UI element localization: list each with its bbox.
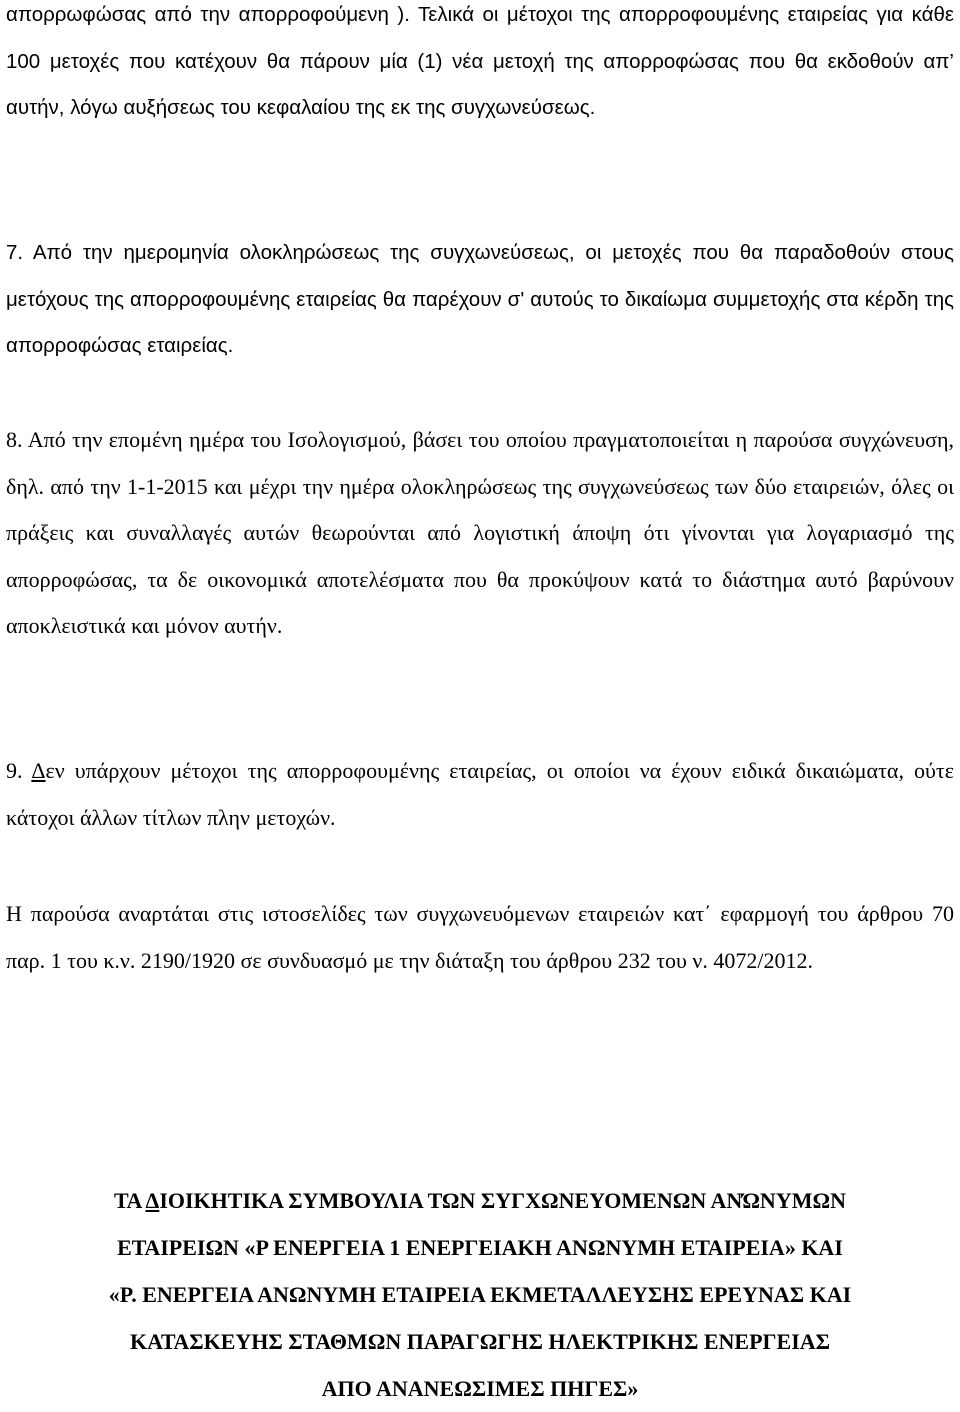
paragraph-9-text: εν υπάρχουν μέτοχοι της απορροφουμένης εταιρείας, οι οποίοι να έχουν ειδικά δικαιώματα, ούτε κάτοχοι άλλων τίτλων πλην μετοχών. [6,758,954,830]
publication-notice: Η παρούσα αναρτάται στις ιστοσελίδες των συγχωνευόμενων εταιρειών κατ΄ εφαρμογή του άρθρου 70 παρ. 1 του κ.ν. 2190/1920 σε συνδυασμό με την διάταξη του άρθρου 232 του ν. 4072/2012. [6,901,954,973]
paragraph-6-continuation: απορρωφώσας από την απορροφούμενη ). Τελικά οι μέτοχοι της απορροφουμένης εταιρείας για κάθε 100 μετοχές που κατέχουν θα πάρουν μία (1) νέα μετοχή της απορροφώσας που θα εκδοθούν απ’ αυτήν, λόγω αυξήσεως του κεφαλαίου της εκ της συγχωνεύσεως. [6,3,954,119]
signature-line-3: «Ρ. ΕΝΕΡΓΕΙΑ ΑΝΩΝΥΜΗ ΕΤΑΙΡΕΙΑ ΕΚΜΕΤΑΛΛΕΥΣΗΣ ΕΡΕΥΝΑΣ ΚΑΙ [108,1282,852,1307]
signature-line-2: ΕΤΑΙΡΕΙΩΝ «Ρ ΕΝΕΡΓΕΙΑ 1 ΕΝΕΡΓΕΙΑΚΗ ΑΝΩΝΥΜΗ ΕΤΑΙΡΕΙΑ» ΚΑΙ [117,1235,843,1260]
signature-underlined-initial: Δ [145,1188,160,1213]
signature-block [6,1177,954,1412]
paragraph-9 [6,748,954,841]
paragraph-7: 7. Από την ημερομηνία ολοκληρώσεως της συγχωνεύσεως, οι μετοχές που θα παραδοθούν στους μετόχους της απορροφουμένης εταιρείας θα παρέχουν σ' αυτούς το δικαίωμα συμμετοχής στα κέρδη της απορροφώσας εταιρείας. [6,241,954,357]
signature-line-1: ΤΑ ΔΙΟΙΚΗΤΙΚΑ ΣΥΜΒΟΥΛΙΑ ΤΩΝ ΣΥΓΧΩΝΕΥΟΜΕΝΩΝ ΑΝΏΝΥΜΩΝ [114,1188,846,1213]
paragraph-8: 8. Από την επομένη ημέρα του Ισολογισμού, βάσει του οποίου πραγματοποιείται η παρούσα συγχώνευση, δηλ. από την 1-1-2015 και μέχρι την ημέρα ολοκληρώσεως της συγχωνεύσεως των δύο εταιρειών, όλες οι πράξεις και συναλλαγές αυτών θεωρούνται από λογιστική άποψη ότι γίνονται για λογαριασμό της απορροφώσας, τα δε οικονομικά αποτελέσματα που θα προκύψουν κατά το διάστημα αυτό βαρύνουν αποκλειστικά και μόνον αυτήν. [6,427,954,638]
signature-line-4: ΚΑΤΑΣΚΕΥΗΣ ΣΤΑΘΜΩΝ ΠΑΡΑΓΩΓΗΣ ΗΛΕΚΤΡΙΚΗΣ ΕΝΕΡΓΕΙΑΣ [129,1329,831,1354]
signature-line-5: ΑΠΟ ΑΝΑΝΕΩΣΙΜΕΣ ΠΗΓΕΣ» [321,1376,639,1401]
paragraph-9-underlined-initial: Δ [31,758,46,783]
paragraph-9-number: 9. [6,758,32,783]
